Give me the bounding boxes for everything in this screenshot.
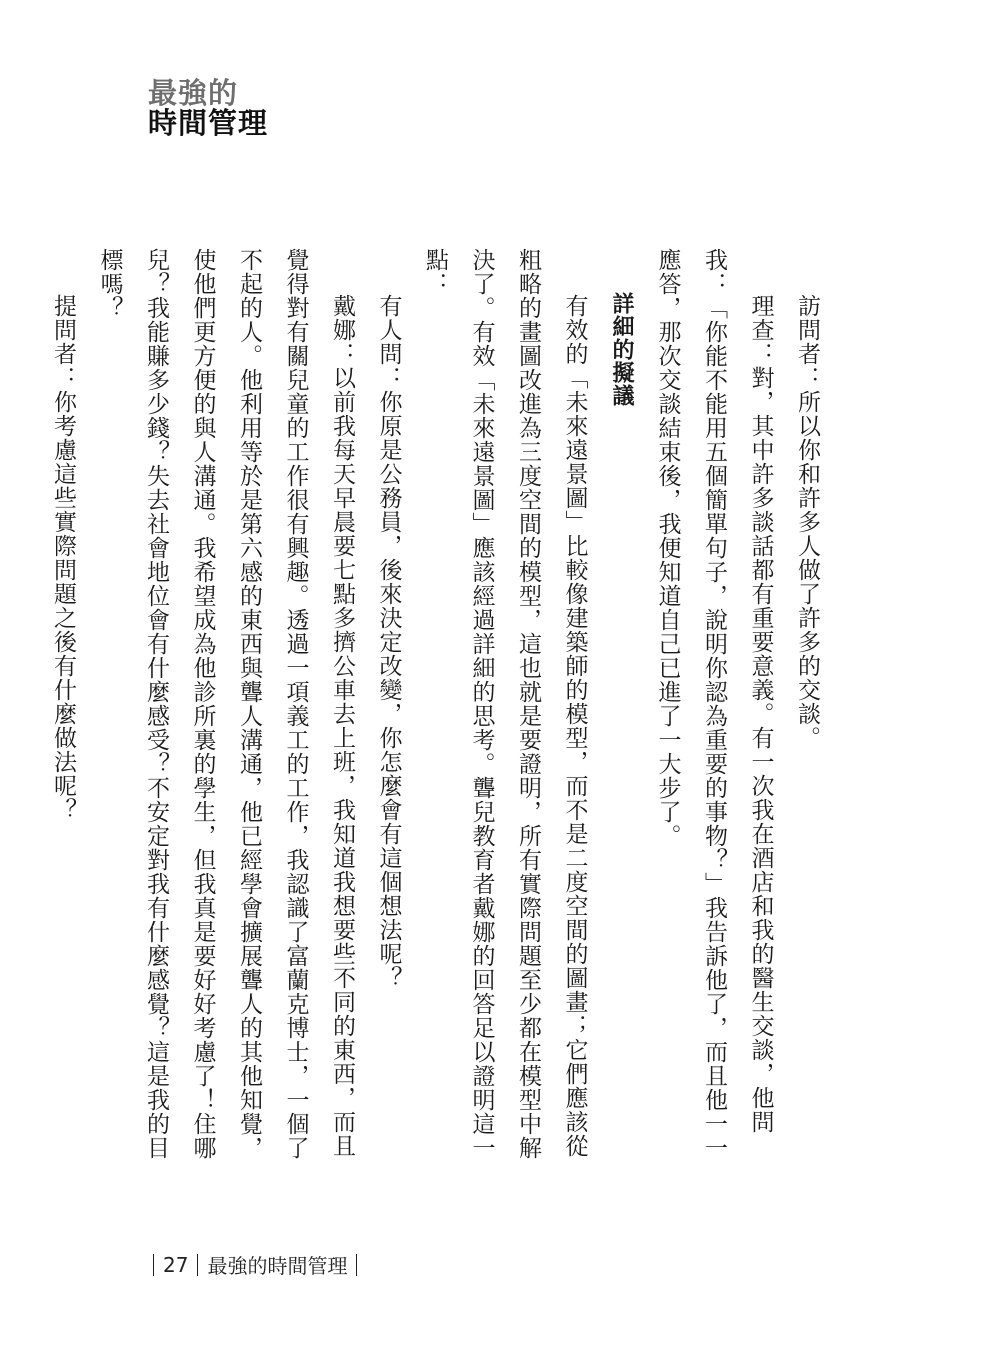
paragraph: 訪問者：所以你和許多人做了許多的交談。 [794, 294, 820, 750]
book-title [148, 78, 268, 139]
page-footer [144, 1250, 366, 1279]
paragraph: 有人問：你原是公務員，後來決定改變，你怎麼會有這個想法呢？ [375, 294, 402, 990]
section-heading: 詳細的擬議 [609, 292, 634, 407]
body-text [40, 248, 831, 1178]
paragraph: 有效的「未來遠景圖」比較像建築師的模型，而不是二度空間的圖畫；它們應該從粗略的畫圖改進為三度空間的模型，這也就是要證明，所有實際問題至少都在模型中解決了。有效「未來遠景圖」應該經過詳細的思考。聾兒教育者戴娜的回答足以證明這一點： [422, 248, 588, 1160]
footer-divider [153, 1254, 154, 1276]
paragraph: 提問者：你考慮這些實際問題之後有什麼做法呢？ [50, 294, 76, 822]
book-title-line2: 時間管理 [148, 106, 269, 141]
footer-divider [197, 1254, 198, 1276]
page-number: 27 [163, 1252, 189, 1277]
footer-divider [356, 1254, 357, 1276]
paragraph: 理查：對，其中許多談話都有重要意義。有一次我在酒店和我的醫生交談，他問我：「你能不能用五個簡單句子，說明你認為重要的事物？」我告訴他了，而且他一一應答，那次交談結束後，我便知道自己已進了一大步了。 [654, 248, 774, 1160]
book-title-line1: 最強的 [148, 76, 239, 110]
running-title: 最強的時間管理 [207, 1254, 348, 1278]
paragraph: 戴娜：以前我每天早晨要七點多擠公車去上班，我知道我想要些不同的東西，而且覺得對有關兒童的工作很有興趣。透過一項義工的工作，我認識了富蘭克博士，一個了不起的人。他利用等於是第六感的東西與聾人溝通，他已經學會擴展聾人的其他知覺，使他們更方便的與人溝通。我希望成為他診所裏的學生，但我真是要好好考慮了！住哪兒？我能賺多少錢？失去社會地位會有什麼感受？不安定對我有什麼感覺？這是我的目標嗎？ [96, 248, 355, 1160]
